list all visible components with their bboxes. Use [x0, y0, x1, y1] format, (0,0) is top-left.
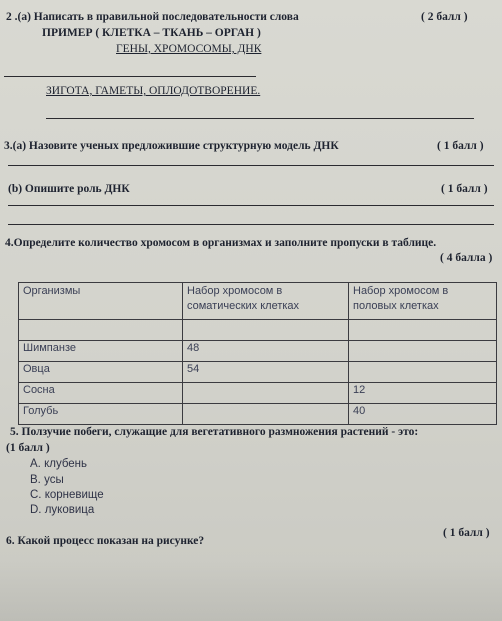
cell-organism: Шимпанзе: [19, 341, 183, 362]
q2-answer-line-1: [4, 76, 256, 77]
header-somatic: Набор хромосом в соматических клетках: [183, 283, 349, 320]
header-sex-cells: Набор хромосом в половых клетках: [349, 283, 497, 320]
chromosome-table: [18, 282, 497, 425]
q5-text: 5. Ползучие побеги, служащие для вегетативного размножения растений - это:: [10, 426, 419, 438]
cell-somatic[interactable]: [183, 383, 349, 404]
option-letter: D.: [30, 504, 42, 516]
header-organisms: Организмы: [19, 283, 183, 320]
cell-somatic: 54: [183, 362, 349, 383]
cell-sex: 12: [349, 383, 497, 404]
q5-option-b[interactable]: [30, 474, 64, 486]
q5-option-c[interactable]: [30, 489, 104, 501]
cell-sex: 40: [349, 404, 497, 425]
q2-example: ПРИМЕР ( КЛЕТКА – ТКАНЬ – ОРГАН ): [42, 27, 261, 39]
cell-somatic[interactable]: [183, 404, 349, 425]
cell-somatic: 48: [183, 341, 349, 362]
q5-option-a[interactable]: [30, 458, 87, 470]
cell-somatic[interactable]: [183, 320, 349, 341]
q2-answer-line-2: [46, 118, 474, 119]
q2-title: 2 .(а) Написать в правильной последовательности слова: [6, 11, 299, 23]
q3b-points: ( 1 балл ): [441, 183, 488, 195]
table-header-row: [19, 283, 497, 320]
q6-text: 6. Какой процесс показан на рисунке?: [6, 535, 205, 547]
q4-points: ( 4 балла ): [440, 252, 493, 264]
option-text: усы: [44, 474, 64, 486]
option-text: клубень: [44, 458, 88, 470]
option-text: луковица: [44, 504, 95, 516]
cell-sex[interactable]: [349, 362, 497, 383]
q3b-answer-line-1: [8, 205, 494, 206]
cell-sex[interactable]: [349, 341, 497, 362]
q3b-answer-line-2: [8, 224, 494, 225]
option-letter: B.: [30, 474, 41, 486]
cell-organism: Овца: [19, 362, 183, 383]
table-row: [19, 341, 497, 362]
q6-points: ( 1 балл ): [443, 527, 490, 539]
q5-option-d[interactable]: [30, 504, 94, 516]
option-letter: A.: [30, 458, 41, 470]
q3a-answer-line: [8, 165, 494, 166]
table-row: [19, 362, 497, 383]
option-letter: C.: [30, 489, 42, 501]
q2-points: ( 2 балл ): [421, 11, 468, 23]
page-shadow: [0, 560, 502, 621]
table-row: [19, 320, 497, 341]
cell-sex[interactable]: [349, 320, 497, 341]
q3b-text: (b) Опишите роль ДНК: [8, 183, 130, 195]
table-row: [19, 383, 497, 404]
q3a-points: ( 1 балл ): [437, 140, 484, 152]
option-text: корневище: [44, 489, 104, 501]
q2-word-set-2: ЗИГОТА, ГАМЕТЫ, ОПЛОДОТВОРЕНИЕ.: [46, 85, 261, 97]
cell-organism: Сосна: [19, 383, 183, 404]
q3a-text: 3.(а) Назовите ученых предложившие структурную модель ДНК: [4, 140, 339, 152]
q5-points: (1 балл ): [6, 442, 50, 454]
cell-organism[interactable]: [19, 320, 183, 341]
q4-text: 4.Определите количество хромосом в организмах и заполните пропуски в таблице.: [5, 237, 437, 249]
cell-organism: Голубь: [19, 404, 183, 425]
table-row: [19, 404, 497, 425]
q2-word-set-1: ГЕНЫ, ХРОМОСОМЫ, ДНК: [116, 43, 262, 55]
